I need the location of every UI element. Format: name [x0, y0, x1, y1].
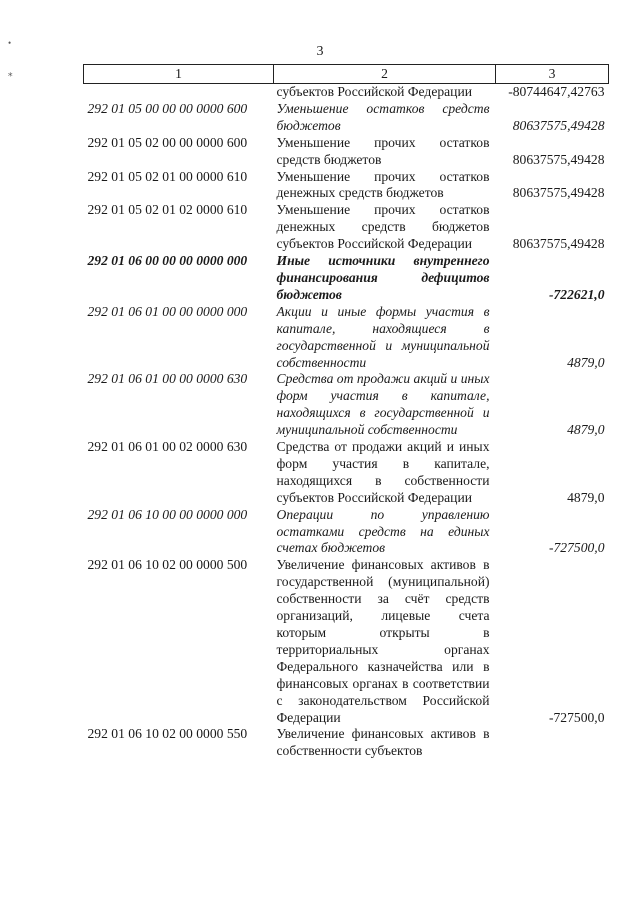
amount-cell: 80637575,49428 [512, 236, 605, 252]
amount-cell: 4879,0 [567, 489, 605, 505]
margin-mark: • [8, 38, 12, 48]
budget-code-cell: 292 01 06 10 00 00 0000 000 [87, 506, 248, 522]
table-row [84, 371, 609, 439]
table-header-row [84, 65, 609, 84]
amount-cell: -727500,0 [548, 709, 605, 725]
amount-cell: 4879,0 [567, 354, 605, 370]
column-header-code: 1 [84, 65, 274, 84]
budget-code-cell: 292 01 05 02 00 00 0000 600 [87, 134, 248, 150]
budget-code-cell: 292 01 05 02 01 02 0000 610 [87, 202, 248, 218]
table-row [84, 557, 609, 726]
sources-financing-table [83, 64, 609, 760]
budget-code-cell: 292 01 06 01 00 00 0000 630 [87, 371, 248, 387]
amount-cell: -722621,0 [548, 286, 605, 302]
budget-code-cell [84, 84, 274, 101]
budget-code-cell: 292 01 06 10 02 00 0000 550 [87, 726, 248, 742]
item-name-cell: Уменьшение прочих остатков средств бюджетов [276, 134, 490, 167]
table-row [84, 84, 609, 101]
item-name-cell: Уменьшение остатков средств бюджетов [276, 100, 490, 133]
table-row [84, 101, 609, 135]
amount-cell: 80637575,49428 [512, 151, 605, 167]
table-row [84, 507, 609, 558]
margin-mark: ⁎ [8, 68, 13, 78]
item-name-cell: Увеличение финансовых активов в собственности субъектов [276, 726, 490, 759]
budget-code-cell: 292 01 06 10 02 00 0000 500 [87, 557, 248, 573]
item-name-cell: Средства от продажи акций и иных форм участия в капитале, находящихся в государственной и муниципальной собственности [276, 371, 490, 438]
item-name-cell: субъектов Российской Федерации [276, 84, 473, 99]
table-row [84, 169, 609, 203]
budget-code-cell: 292 01 05 00 00 00 0000 600 [87, 100, 248, 116]
item-name-cell: Акции и иные формы участия в капитале, находящиеся в государственной и муниципальной собственности [276, 303, 490, 370]
item-name-cell: Средства от продажи акций и иных форм участия в капитале, находящихся в собственности субъектов Российской Федерации [276, 439, 490, 505]
budget-code-cell: 292 01 05 02 01 00 0000 610 [87, 168, 248, 184]
item-name-cell: Уменьшение прочих остатков денежных средств бюджетов субъектов Российской Федерации [276, 202, 490, 252]
amount-cell [496, 726, 609, 760]
budget-code-cell: 292 01 06 00 00 00 0000 000 [87, 253, 248, 269]
table-row [84, 304, 609, 372]
column-header-amount: 3 [496, 65, 609, 84]
amount-cell: 80637575,49428 [512, 117, 605, 133]
page-number: 3 [316, 44, 324, 59]
amount-cell: 80637575,49428 [512, 185, 605, 201]
item-name-cell: Операции по управлению остатками средств на единых счетах бюджетов [276, 506, 490, 556]
table-row [84, 253, 609, 304]
budget-code-cell: 292 01 06 01 00 00 0000 000 [87, 303, 248, 319]
amount-cell: -727500,0 [548, 540, 605, 556]
amount-cell: -80744647,42763 [508, 84, 605, 99]
table-row [84, 726, 609, 760]
table-row [84, 202, 609, 253]
budget-code-cell: 292 01 06 01 00 02 0000 630 [87, 439, 248, 455]
item-name-cell: Увеличение финансовых активов в государственной (муниципальной) собственности за счёт средств организаций, лицевые счета которым открыты в территориальных органах Федерального казначейства или в финансовых органах в соответствии с законодательством Российской Федерации [276, 557, 490, 725]
table-row [84, 135, 609, 169]
table-row [84, 439, 609, 507]
amount-cell: 4879,0 [567, 422, 605, 438]
column-header-name: 2 [274, 65, 496, 84]
item-name-cell: Иные источники внутреннего финансирования дефицитов бюджетов [276, 253, 490, 302]
item-name-cell: Уменьшение прочих остатков денежных средств бюджетов [276, 168, 490, 201]
